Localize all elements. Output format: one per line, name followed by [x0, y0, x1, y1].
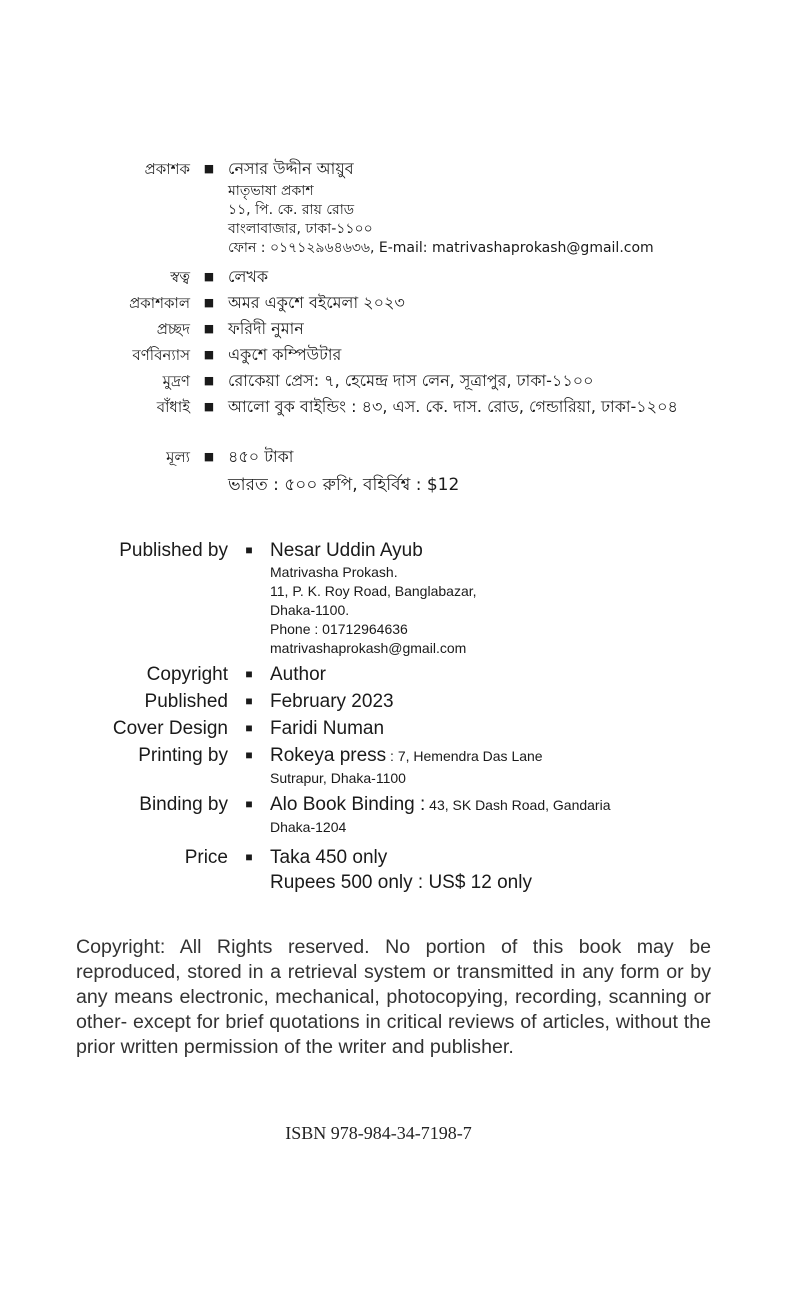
en-publisher-line: Dhaka-1100.	[270, 602, 350, 618]
bn-price-foreign: ভারত : ৫০০ রুপি, বহির্বিশ্ব : $12	[228, 475, 460, 495]
en-publisher-line: 11, P. K. Roy Road, Banglabazar,	[270, 583, 477, 599]
bn-cover-row	[0, 316, 807, 342]
bengali-imprint	[0, 156, 807, 500]
bn-copyright-value: লেখক	[228, 267, 269, 286]
bn-publisher-line: মাতৃভাষা প্রকাশ	[228, 183, 314, 199]
bn-publisher-line: বাংলাবাজার, ঢাকা-১১০০	[228, 221, 373, 237]
bn-published-value: অমর একুশে বইমেলা ২০২৩	[228, 293, 405, 312]
en-cover-row	[0, 716, 807, 741]
bullet-icon: ■	[245, 721, 253, 735]
en-printing-label: Printing by	[138, 745, 228, 766]
en-publisher-line: Phone : 01712964636	[270, 621, 408, 637]
bn-typesetting-row	[0, 342, 807, 368]
bullet-icon: ■	[245, 797, 253, 811]
bullet-icon: ■	[203, 296, 215, 309]
en-publisher-label: Published by	[119, 540, 228, 561]
bn-printing-row	[0, 368, 807, 394]
bullet-icon: ■	[245, 694, 253, 708]
en-price-label: Price	[184, 847, 228, 868]
bn-price-value: ৪৫০ টাকা	[228, 447, 294, 466]
en-cover-value: Faridi Numan	[270, 718, 385, 739]
bn-cover-value: ফরিদী নুমান	[228, 319, 304, 338]
bn-publisher-row	[0, 156, 807, 258]
en-cover-label: Cover Design	[112, 718, 228, 739]
en-published-value: February 2023	[270, 691, 394, 712]
bn-publisher-line: ফোন : ০১৭১২৯৬৪৬৩৬, E-mail: matrivashaprokash@gmail.com	[228, 240, 654, 256]
en-publisher-name: Nesar Uddin Ayub	[270, 540, 423, 561]
bullet-icon: ■	[203, 400, 215, 413]
bn-printing-label: মুদ্রণ	[162, 372, 190, 390]
bullet-icon: ■	[245, 850, 253, 864]
isbn-number: ISBN 978-984-34-7198-7	[285, 1123, 472, 1143]
bullet-icon: ■	[203, 270, 215, 283]
en-printing-address-line2: Sutrapur, Dhaka-1100	[270, 770, 406, 786]
en-price-value: Taka 450 only	[270, 847, 388, 868]
en-copyright-value: Author	[270, 664, 326, 685]
en-binding-label: Binding by	[139, 794, 228, 815]
bullet-icon: ■	[203, 162, 215, 175]
bullet-icon: ■	[203, 322, 215, 335]
en-printing-value: Rokeya press	[270, 745, 387, 766]
bullet-icon: ■	[203, 450, 215, 463]
en-printing-address: : 7, Hemendra Das Lane	[386, 748, 543, 764]
bn-price-row	[0, 444, 807, 500]
bn-binding-row	[0, 394, 807, 420]
en-published-label: Published	[144, 691, 228, 712]
bn-binding-value: আলো বুক বাইন্ডিং : ৪৩, এস. কে. দাস. রোড, গেন্ডারিয়া, ঢাকা-১২০৪	[228, 397, 678, 416]
en-publisher-row	[0, 538, 807, 658]
bullet-icon: ■	[245, 667, 253, 681]
en-publisher-line: Matrivasha Prokash.	[270, 564, 398, 580]
bn-printing-value: রোকেয়া প্রেস: ৭, হেমেন্দ্র দাস লেন, সূত্রাপুর, ঢাকা-১১০০	[228, 371, 594, 390]
bn-copyright-row	[0, 264, 807, 290]
en-binding-row	[0, 792, 807, 837]
bn-publisher-name: নেসার উদ্দীন আয়ুব	[228, 159, 354, 178]
bullet-icon: ■	[203, 348, 215, 361]
bullet-icon: ■	[245, 748, 253, 762]
en-copyright-label: Copyright	[146, 664, 228, 685]
bn-copyright-label: স্বত্ব	[170, 268, 190, 286]
bn-typesetting-label: বর্ণবিন্যাস	[132, 346, 190, 364]
copyright-notice: Copyright: All Rights reserved. No portion of this book may be reproduced, stored in a retrieval system or transmitted in any form or by any means electronic, mechanical, photocopying, recording, scanning or other- except for brief quotations in critical reviews of articles, without the prior written permission of the writer and publisher.	[76, 936, 711, 1058]
bn-binding-label: বাঁধাই	[156, 398, 190, 416]
bn-typesetting-value: একুশে কম্পিউটার	[228, 345, 342, 364]
bullet-icon: ■	[203, 374, 215, 387]
en-copyright-row	[0, 662, 807, 687]
en-price-foreign: Rupees 500 only : US$ 12 only	[270, 872, 532, 893]
en-binding-address: 43, SK Dash Road, Gandaria	[425, 797, 611, 813]
bn-publisher-label: প্রকাশক	[144, 160, 190, 178]
bn-published-row	[0, 290, 807, 316]
bn-publisher-line: ১১, পি. কে. রায় রোড	[228, 202, 355, 218]
bn-cover-label: প্রচ্ছদ	[156, 320, 190, 338]
en-published-row	[0, 689, 807, 714]
bn-published-label: প্রকাশকাল	[129, 294, 190, 312]
en-publisher-line: matrivashaprokash@gmail.com	[270, 640, 467, 656]
en-printing-row	[0, 743, 807, 788]
en-price-row	[0, 845, 807, 895]
bn-price-label: মূল্য	[166, 448, 190, 466]
bullet-icon: ■	[245, 543, 253, 557]
english-imprint	[0, 538, 807, 895]
en-binding-address-line2: Dhaka-1204	[270, 819, 347, 835]
en-binding-value: Alo Book Binding :	[270, 794, 426, 815]
